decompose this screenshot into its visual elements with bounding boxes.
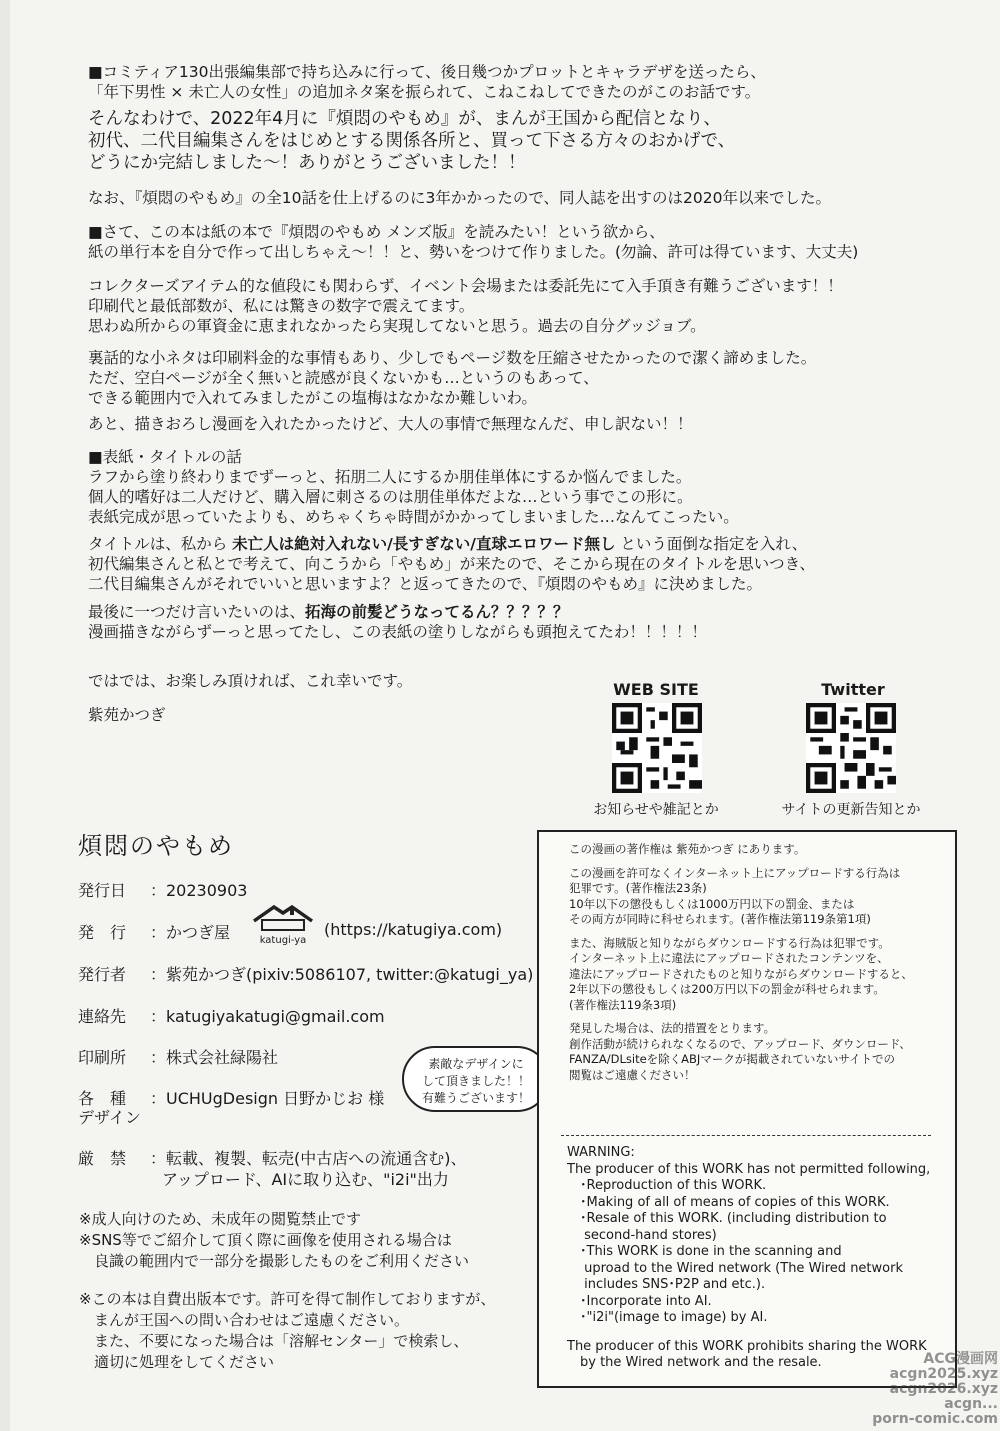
signature <box>88 705 166 725</box>
text-line: ･"i2i"(image to image) by AI. <box>567 1310 768 1325</box>
colophon-value-contact[interactable]: ：katugiyakatugi@gmail.com <box>150 1007 385 1026</box>
bubble-line: して頂きました！！ <box>421 1074 530 1088</box>
watermark-line: acgn2026.xyz <box>889 1381 998 1397</box>
colophon-value-publisher: ：かつぎ屋 <box>150 923 231 942</box>
book-title: 煩悶のやもめ <box>78 832 234 860</box>
text-line: 犯罪です。(著作権法23条) <box>569 881 707 895</box>
colophon-label-publisher: 発 行 <box>78 923 127 942</box>
afterword-paragraph-10 <box>88 602 707 642</box>
text-line: WARNING: <box>567 1145 635 1160</box>
website-qr-code[interactable] <box>612 703 702 793</box>
colophon-value-prohibited-2: アップロード、AIに取り込む、"i2i"出力 <box>162 1170 449 1189</box>
text-line: 裏話的な小ネタは印刷料金的な事情もあり、少しでもページ数を圧縮させたかったので潔く諦めました。 <box>88 349 817 367</box>
logo-text: katugi-ya <box>259 935 307 946</box>
text-line: ･Resale of this WORK. (including distribution to <box>567 1211 887 1226</box>
copyright-en-text <box>567 1145 930 1372</box>
colophon-label-issuer: 発行者 <box>78 965 127 984</box>
text-line: ※SNS等でご紹介して頂く際に画像を使用される場合は <box>79 1231 452 1249</box>
colophon-value-issuer: ：紫苑かつぎ(pixiv:5086107, twitter:@katugi_ya) <box>150 965 534 984</box>
colophon-value-date: ：20230903 <box>150 881 248 900</box>
closing-line <box>88 671 412 691</box>
colophon-value-design: ：UCHUgDesign 日野かじお 様 <box>150 1089 385 1108</box>
colophon-label-prohibited: 厳 禁 <box>78 1149 127 1168</box>
text-line: また、不要になった場合は「溶解センター」で検索し、 <box>79 1332 469 1350</box>
text-line: 違法にアップロードされたものと知りながらダウンロードすると、 <box>569 966 913 981</box>
text-line: 閲覧はご遠慮ください！ <box>569 1067 696 1082</box>
text-line: 表紙完成が思っていたよりも、めちゃくちゃ時間がかかってしまいました…なんてこったい。 <box>88 508 739 526</box>
text-line: 2年以下の懲役もしくは200万円以下の罰金が科せられます。 <box>569 982 885 996</box>
text-line: (著作権法119条3項) <box>569 997 677 1012</box>
colophon-label-design: 各 種 <box>78 1089 127 1108</box>
text-line: second-hand stores) <box>567 1227 717 1243</box>
spacer <box>569 858 913 866</box>
text-line: uproad to the Wired network (The Wired network <box>567 1260 903 1276</box>
twitter-qr-label: Twitter <box>821 680 885 699</box>
afterword-paragraph-8 <box>88 447 739 527</box>
speech-bubble <box>402 1046 550 1112</box>
watermark-line: acgn... <box>944 1396 998 1412</box>
text-line: その両方が同時に科せられます。(著作権法第119条第1項) <box>569 912 871 926</box>
text-line: 漫画描きながらずーっと思ってたし、この表紙の塗りしながらも頭抱えてたわ！！！！！ <box>88 623 707 641</box>
bubble-line: 有難うございます！ <box>421 1091 530 1105</box>
text-line: 初代編集さんと私とで考えて、向こうから「やもめ」が来たので、そこから現在のタイトルを思いつき、 <box>88 555 815 573</box>
afterword-paragraph-4 <box>88 222 858 262</box>
house-icon <box>250 903 316 933</box>
notice-adults-only <box>79 1209 361 1230</box>
afterword-paragraph-5 <box>88 276 843 336</box>
text-line: ･Making of all of means of copies of this WORK. <box>567 1194 890 1210</box>
text-line: FANZA/DLsiteを除くABJマークが掲載されていないサイトでの <box>569 1052 896 1066</box>
colophon-value-printer: ：株式会社緑陽社 <box>150 1048 279 1067</box>
afterword-paragraph-6 <box>88 348 816 408</box>
text-line: 思わぬ所からの軍資金に恵まれなかったら実現してないと思う。過去の自分グッジョブ。 <box>88 317 706 335</box>
text-line: この漫画を許可なくインターネット上にアップロードする行為は <box>569 865 901 880</box>
text-line: ■表紙・タイトルの話 <box>88 448 242 466</box>
text-line: そんなわけで、2022年4月に『煩悶のやもめ』が、まんが王国から配信となり、 <box>88 109 721 129</box>
bold-text: 拓海の前髪どうなってるん？？？？？ <box>305 603 569 621</box>
watermark-line: ACG漫画网 <box>923 1351 998 1367</box>
notice-sns <box>79 1230 469 1272</box>
website-qr-label: WEB SITE <box>613 680 699 699</box>
text-line: by the Wired network and the resale. <box>567 1355 822 1370</box>
text-line: 適切に処理をしてください <box>79 1353 275 1371</box>
afterword-paragraph-7 <box>88 414 693 434</box>
watermark <box>852 1352 998 1427</box>
text-line: includes SNS･P2P and etc.). <box>567 1277 766 1292</box>
colophon-value-prohibited: ：転載、複製、転売(中古店への流通含む)、 <box>150 1149 467 1168</box>
text-line: できる範囲内で入れてみましたがこの塩梅はなかなか難しいわ。 <box>88 389 537 407</box>
text-line: The producer of this WORK has not permitted following, <box>567 1161 931 1177</box>
text-line: まんが王国への問い合わせはご遠慮ください。 <box>79 1311 410 1329</box>
text-line: 紙の単行本を自分で作って出しちゃえ〜！！と、勢いをつけて作りました。(勿論、許可は得ています、大丈夫) <box>88 243 859 261</box>
afterword-paragraph-3 <box>88 188 831 208</box>
text-line: 創作活動が続けられなくなるので、アップロード、ダウンロード、 <box>569 1036 911 1051</box>
text-line: どうにか完結しました〜！ありがとうございました！！ <box>88 153 526 173</box>
bold-text: 未亡人は絶対入れない/長すぎない/直球エロワード無し <box>232 535 616 553</box>
website-qr-caption: お知らせや雑記とか <box>593 802 719 818</box>
spacer <box>569 928 913 936</box>
text-line: ■さて、この本は紙の本で『煩悶のやもめ メンズ版』を読みたい！という欲から、 <box>88 223 665 241</box>
text-line: ではでは、お楽しみ頂ければ、これ幸いです。 <box>88 672 413 690</box>
text-line: 発見した場合は、法的措置をとります。 <box>569 1021 776 1035</box>
text-line: 10年以下の懲役もしくは1000万円以下の罰金、または <box>569 896 855 911</box>
text-line: この漫画の著作権は 紫苑かつぎ にあります。 <box>569 842 806 856</box>
text-line: 初代、二代目編集さんをはじめとする関係各所と、買って下さる方々のおかげで、 <box>88 131 736 151</box>
afterword-paragraph-2 <box>88 108 735 174</box>
text-line: ･Reproduction of this WORK. <box>567 1178 767 1193</box>
text-line: 「年下男性 × 未亡人の女性」の追加ネタ案を振られて、こねこねしてできたのがこのお話です。 <box>88 83 761 101</box>
copyright-warning-box <box>537 830 957 1388</box>
text-line: 個人的嗜好は二人だけど、購入層に刺さるのは朋佳単体だよな…という事でこの形に。 <box>88 488 693 506</box>
afterword-paragraph-1 <box>88 62 766 102</box>
text-line: コレクターズアイテム的な値段にも関わらず、イベント会場または委託先にて入手頂き有難うございます！！ <box>88 277 843 295</box>
text-line: 印刷代と最低部数が、私には驚きの数字で震えてます。 <box>88 297 475 315</box>
twitter-qr-code[interactable] <box>806 703 896 793</box>
colophon-label-design-2: デザイン <box>78 1108 141 1127</box>
text-line: ※成人向けのため、未成年の閲覧禁止です <box>79 1210 361 1228</box>
bubble-line: 素敵なデザインに <box>428 1057 524 1071</box>
divider <box>561 1135 931 1136</box>
twitter-qr-caption: サイトの更新告知とか <box>781 802 921 818</box>
text-line <box>88 602 707 622</box>
colophon-label-printer: 印刷所 <box>78 1048 127 1067</box>
text-line: The producer of this WORK prohibits sharing the WORK <box>567 1338 927 1354</box>
katugiya-logo <box>250 903 316 946</box>
text-span: タイトルは、私から <box>88 535 233 553</box>
publisher-url[interactable]: (https://katugiya.com) <box>324 920 503 939</box>
colophon-label-contact: 連絡先 <box>78 1007 127 1026</box>
text-line: ※この本は自費出版本です。許可を得て制作しておりますが、 <box>79 1290 496 1308</box>
text-line <box>88 534 815 554</box>
text-line: 紫苑かつぎ <box>88 706 166 724</box>
text-span: 最後に一つだけ言いたいのは、 <box>88 603 306 621</box>
text-line: ･Incorporate into AI. <box>567 1293 712 1309</box>
text-line: ただ、空白ページが全く無いと読感が良くないかも…というのもあって、 <box>88 369 599 387</box>
text-line: なお、『煩悶のやもめ』の全10話を仕上げるのに3年かかったので、同人誌を出すのは2020年以来でした。 <box>88 189 831 207</box>
colophon-label-date: 発行日 <box>78 881 127 900</box>
text-span: という面倒な指定を入れ、 <box>615 535 808 553</box>
copyright-jp-text <box>569 842 913 1083</box>
watermark-line: acgn2025.xyz <box>889 1366 998 1382</box>
text-line: インターネット上に違法にアップロードされたコンテンツを、 <box>569 951 889 965</box>
text-line: ■コミティア130出張編集部で持ち込みに行って、後日幾つかプロットとキャラデザを送ったら、 <box>88 63 766 81</box>
text-line: ･This WORK is done in the scanning and <box>567 1244 842 1259</box>
text-line: あと、描きおろし漫画を入れたかったけど、大人の事情で無理なんだ、申し訳ない！！ <box>88 415 693 433</box>
watermark-line: porn-comic.com <box>872 1411 998 1427</box>
spacer <box>569 1013 913 1021</box>
text-line: また、海賊版と知りながらダウンロードする行為は犯罪です。 <box>569 935 890 950</box>
text-line: 二代目編集さんがそれでいいと思いますよ？と返ってきたので、『煩悶のやもめ』に決めました。 <box>88 575 762 593</box>
text-line: ラフから塗り終わりまでずーっと、拓朋二人にするか朋佳単体にするか悩んでました。 <box>88 468 692 486</box>
spacer <box>567 1327 930 1339</box>
notice-self-published <box>79 1289 495 1373</box>
afterword-paragraph-9 <box>88 534 815 594</box>
text-line: 良識の範囲内で一部分を撮影したものをご利用ください <box>79 1252 470 1270</box>
page-edge <box>0 0 10 1431</box>
